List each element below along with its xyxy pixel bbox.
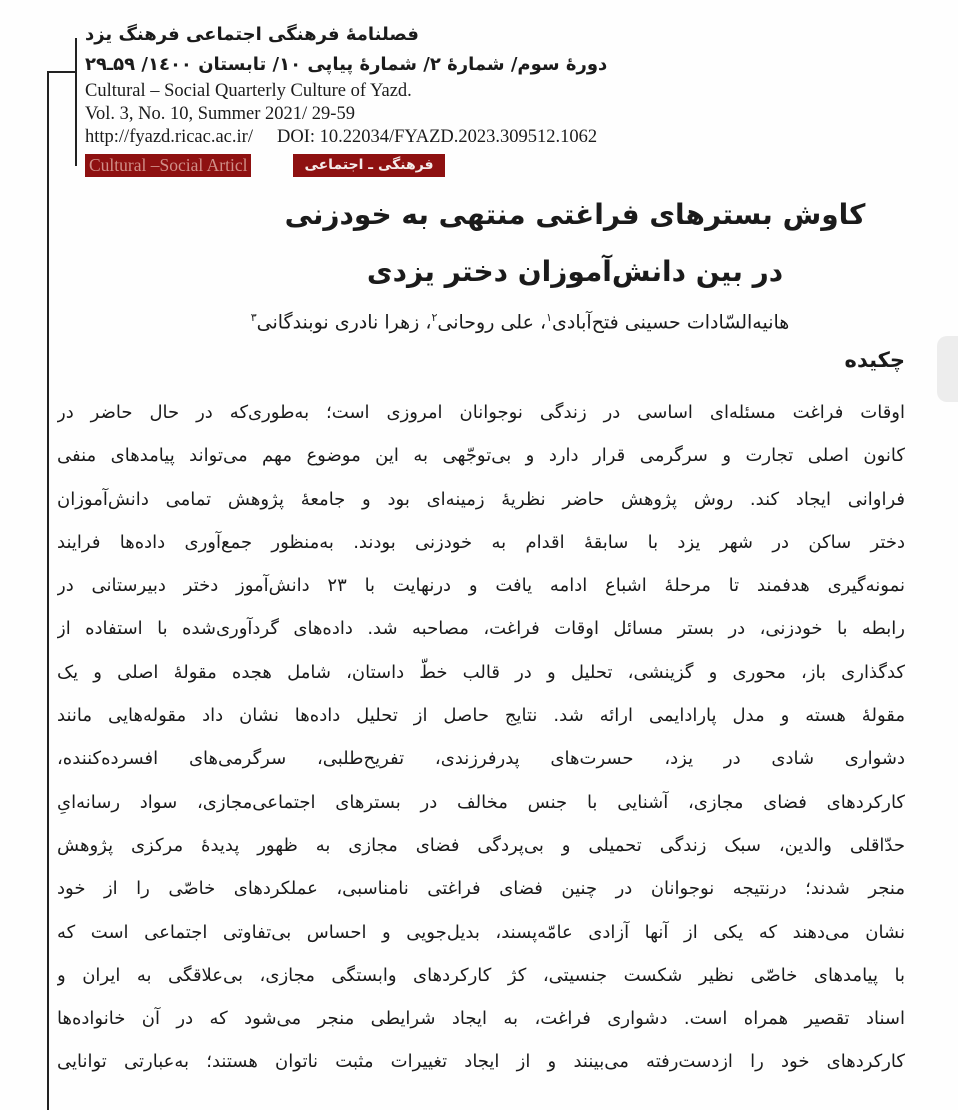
abstract-body — [57, 391, 905, 1084]
article-title-line2: در بین دانش‌آموزان دختر یزدی — [366, 255, 784, 288]
issue-info-en: Vol. 3, No. 10, Summer 2021/ 29-59 — [85, 104, 355, 124]
abstract-line: با پیامدهای خاصّی نظیر شکست جنسیتی، کژ کارکردهای وابستگی مجازی، بی‌علاقگی به ایران و — [57, 964, 905, 986]
journal-url[interactable]: http://fyazd.ricac.ac.ir/ — [85, 127, 253, 147]
author-name: زهرا نادری نوبندگانی — [256, 311, 420, 334]
abstract-line: فراوانی ایجاد کند. روش پژوهش حاضر نظریهٔ زمینه‌ای بود و جامعهٔ پژوهش تمامی دانش‌آموزان — [57, 488, 905, 510]
abstract-line: حدّاقلی والدین، سبک زندگی تحمیلی و بی‌پردگی فضای مجازی به ظهور پدیدهٔ مرکزی پژوهش — [57, 834, 905, 856]
abstract-line: کانون اصلی تجارت و سرگرمی قرار دارد و بی‌توجّهی به این موضوع مهم می‌تواند پیامدهای منفی — [57, 445, 905, 467]
journal-name-en: Cultural – Social Quarterly Culture of Yazd. — [85, 81, 412, 101]
category-badges — [85, 154, 685, 177]
url-doi-row — [85, 126, 685, 149]
abstract-heading: چکیده — [844, 348, 905, 372]
abstract-line: منجر شدند؛ درنتیجه نوجوانان در چنین فضای فراغتی نامناسبی، عملکردهای خاصّی را از خود — [57, 878, 905, 900]
abstract-line: اسناد تقصیر همراه است. دشواری فراغت، به ایجاد شرایطی منجر می‌شود که در آن خانواده‌ها — [57, 1008, 905, 1030]
abstract-line: کدگذاری باز، محوری و گزینشی، تحلیل و در قالب خطّ داستان، شامل هجده مقولهٔ اصلی و یک — [57, 661, 905, 683]
abstract-line: کارکردهای خود را ازدست‌رفته می‌بینند و از ایجاد تغییرات مثبت ناتوان هستند؛ به‌عبارتی توانایی — [57, 1051, 905, 1073]
category-badge-en: Cultural –Social Articl — [85, 154, 251, 177]
author-affiliation-marker: ۲ — [431, 311, 438, 324]
issue-info-fa: دورهٔ سوم/ شمارهٔ ۲/ شمارهٔ پیاپی ۱۰/ تابستان ۱٤۰۰/ ۵۹ـ۲۹ — [85, 54, 608, 75]
abstract-line: نمونه‌گیری هدفمند تا مرحلهٔ اشباع ادامه یافت و درنهایت با ۲۳ دانش‌آموز دختر دبیرستانی در — [57, 575, 905, 597]
author-name: علی روحانی — [437, 311, 534, 334]
article-title — [245, 186, 905, 300]
author-separator: ، — [419, 311, 432, 334]
header-bracket-rule — [75, 38, 77, 166]
journal-header — [85, 20, 685, 177]
abstract-line: دشواری شادی در یزد، حسرت‌های پدرفرزندی، تفریح‌طلبی، سرگرمی‌های افسرده‌کننده، — [57, 748, 905, 770]
abstract-line: اوقات فراغت مسئله‌ای اساسی در زندگی نوجوانان امروزی است؛ به‌طوری‌که در حال حاضر در — [57, 402, 905, 423]
author-affiliation-marker: ۱ — [546, 311, 552, 324]
author-separator: ، — [533, 311, 547, 334]
authors-line — [100, 303, 940, 337]
abstract-line: نشان می‌دهند که یکی از آنها آزادی عامّه‌پسند، بدیل‌جویی و احساس بی‌تفاوتی اجتماعی است که — [57, 921, 905, 943]
doi-text: DOI: 10.22034/FYAZD.2023.309512.1062 — [276, 127, 598, 147]
abstract-line: کارکردهای فضای مجازی، آشنایی با جنس مخالف در بسترهای اجتماعی‌مجازی، سواد رسانه‌ایِ — [57, 791, 905, 813]
journal-name-fa: فصلنامهٔ فرهنگی اجتماعی فرهنگ یزد — [85, 24, 419, 45]
abstract-line: رابطه با خودزنی، در بستر مسائل اوقات فراغت، مصاحبه شد. داده‌های گردآوری‌شده با استفاده از — [57, 618, 905, 640]
author-affiliation-marker: ۳ — [250, 311, 257, 324]
author-name: هانیه‌السّادات حسینی فتح‌آبادی — [552, 311, 790, 334]
bracket-connector-rule — [47, 71, 77, 73]
scan-edge-shadow — [937, 336, 958, 402]
abstract-line: دختر ساکن در شهر یزد با سابقهٔ اقدام به خودزنی بودند. به‌منظور جمع‌آوری داده‌ها فرایند — [57, 531, 905, 553]
abstract-line: مقولهٔ هسته و مدل پارادایمی ارائه شد. نتایج حاصل از تحلیل داده‌ها نشان داد مقوله‌هایی مانند — [57, 705, 905, 727]
article-title-line1: کاوش بسترهای فراغتی منتهی به خودزنی — [284, 198, 866, 231]
left-margin-rule — [47, 71, 49, 1110]
category-badge-fa: فرهنگی ـ اجتماعی — [293, 154, 444, 177]
